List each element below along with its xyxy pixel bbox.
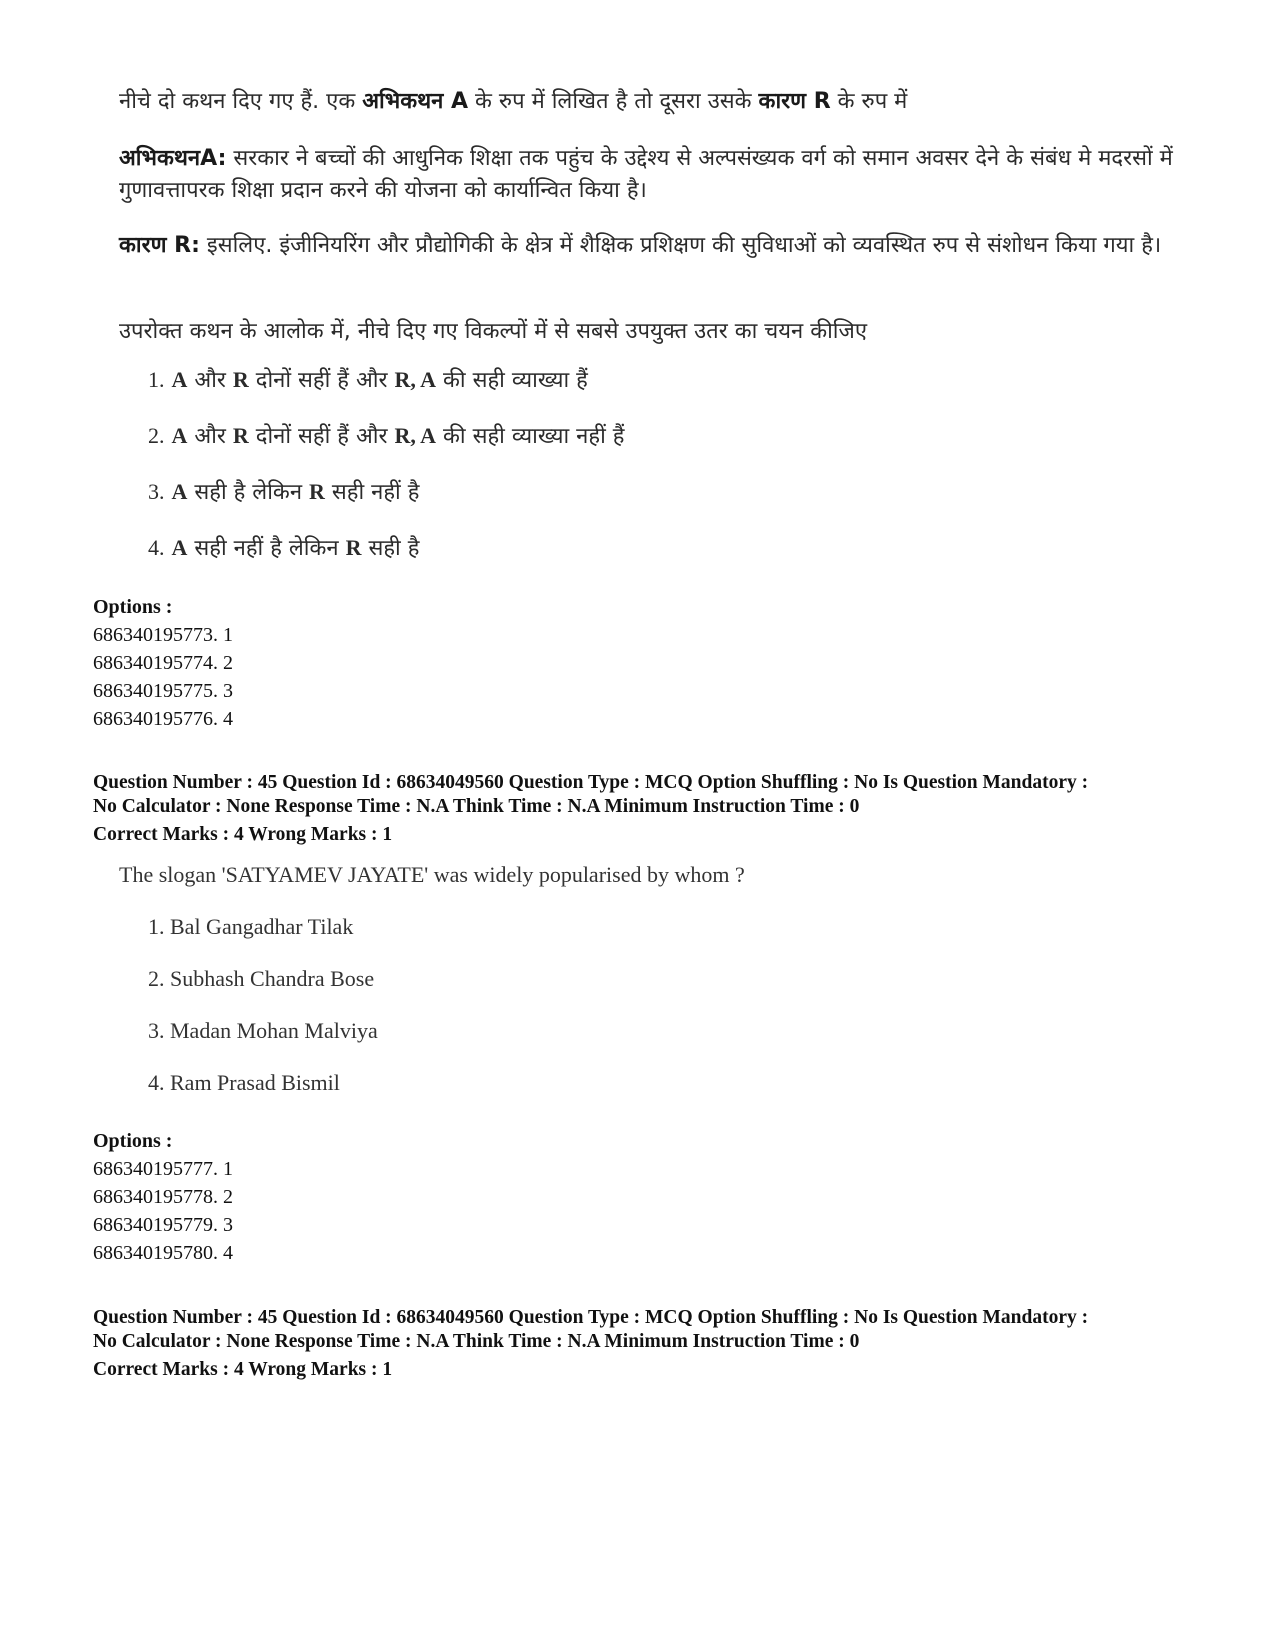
choice-r: R xyxy=(232,367,249,392)
hindi-choice-3 xyxy=(148,476,419,506)
marks-line: Correct Marks : 4 Wrong Marks : 1 xyxy=(93,1359,393,1380)
option-id: 686340195779. 3 xyxy=(93,1214,233,1236)
english-choice-3: 3. Madan Mohan Malviya xyxy=(148,1018,378,1043)
choice-number: 3. xyxy=(148,479,165,504)
meta-line: No Calculator : None Response Time : N.A Think Time : N.A Minimum Instruction Time : 0 xyxy=(93,796,860,817)
options-heading: Options : xyxy=(93,596,173,618)
choice-text: दोनों सहीं हैं और xyxy=(248,424,395,449)
choice-text: सही नहीं है लेकिन xyxy=(187,536,346,561)
options-heading: Options : xyxy=(93,1130,173,1152)
question-meta xyxy=(93,1306,1233,1354)
hindi-choice-2 xyxy=(148,420,624,450)
reason-term: कारण R xyxy=(758,89,831,114)
assertion-label: अभिकथनA: xyxy=(119,146,227,171)
instruction-text: उपरोक्त कथन के आलोक में, नीचे दिए गए विकल्पों में से सबसे उपयुक्त उतर का चयन कीजिए xyxy=(119,319,867,344)
reason-label: कारण R: xyxy=(119,233,200,258)
choice-a: A xyxy=(171,479,188,504)
choice-number: 4. xyxy=(148,535,165,560)
option-id: 686340195780. 4 xyxy=(93,1242,233,1264)
english-question-text: The slogan 'SATYAMEV JAYATE' was widely popularised by whom ? xyxy=(119,862,745,887)
meta-line: No Calculator : None Response Time : N.A Think Time : N.A Minimum Instruction Time : 0 xyxy=(93,1331,860,1352)
reason-text: इसलिए. इंजीनियरिंग और प्रौद्योगिकी के क्षेत्र में शैक्षिक प्रशिक्षण की सुविधाओं को व्यवस्थित रुप से संशोधन किया गया है। xyxy=(199,233,1162,258)
english-choice-2: 2. Subhash Chandra Bose xyxy=(148,966,375,991)
choice-r: R xyxy=(345,535,362,560)
assertion-text: सरकार ने बच्चों की आधुनिक शिक्षा तक पहुंच के उद्देश्य से अल्पसंख्यक वर्ग को समान अवसर देने के संबंध मे मदरसों में गुणावत्तापरक शिक्षा प्रदान करने की योजना को कार्यान्वित किया है। xyxy=(119,146,1173,203)
intro-text-mid: के रुप में लिखित है तो दूसरा उसके xyxy=(468,89,759,114)
english-choice-1: 1. Bal Gangadhar Tilak xyxy=(148,914,354,939)
choice-number: 2. xyxy=(148,423,165,448)
intro-text-end: के रुप में xyxy=(830,89,908,114)
option-id: 686340195778. 2 xyxy=(93,1186,233,1208)
hindi-choice-4 xyxy=(148,532,419,562)
english-choice-4: 4. Ram Prasad Bismil xyxy=(148,1070,340,1095)
choice-text: सही नहीं है xyxy=(324,480,420,505)
choice-text: सही है xyxy=(361,536,420,561)
choice-number: 1. xyxy=(148,367,165,392)
choice-text: और xyxy=(187,424,233,449)
option-id: 686340195776. 4 xyxy=(93,708,233,730)
intro-text: नीचे दो कथन दिए गए हैं. एक xyxy=(119,89,363,114)
question-meta xyxy=(93,771,1233,819)
option-id: 686340195775. 3 xyxy=(93,680,233,702)
assertion-paragraph xyxy=(119,143,1179,207)
choice-r: R xyxy=(309,479,325,504)
choice-r: R xyxy=(232,423,249,448)
choice-text: और xyxy=(187,368,233,393)
choice-ra: R, A xyxy=(394,367,437,392)
choice-text: सही है लेकिन xyxy=(187,480,310,505)
choice-text: की सही व्याख्या हैं xyxy=(436,368,588,393)
hindi-intro-line xyxy=(119,86,1179,118)
choice-text: दोनों सहीं हैं और xyxy=(248,368,395,393)
choice-a: A xyxy=(171,367,188,392)
marks-line: Correct Marks : 4 Wrong Marks : 1 xyxy=(93,824,393,845)
choice-a: A xyxy=(171,535,188,560)
assertion-term: अभिकथन A xyxy=(362,89,469,114)
choice-a: A xyxy=(171,423,188,448)
instruction-line xyxy=(119,316,1179,348)
hindi-choice-1 xyxy=(148,364,588,394)
option-id: 686340195773. 1 xyxy=(93,624,233,646)
reason-paragraph xyxy=(119,230,1179,262)
choice-ra: R, A xyxy=(394,423,437,448)
choice-text: की सही व्याख्या नहीं हैं xyxy=(436,424,625,449)
option-id: 686340195777. 1 xyxy=(93,1158,233,1180)
meta-line: Question Number : 45 Question Id : 68634049560 Question Type : MCQ Option Shuffling : No Is Question Mandatory : xyxy=(93,1307,1089,1328)
meta-line: Question Number : 45 Question Id : 68634049560 Question Type : MCQ Option Shuffling : No Is Question Mandatory : xyxy=(93,772,1089,793)
option-id: 686340195774. 2 xyxy=(93,652,233,674)
